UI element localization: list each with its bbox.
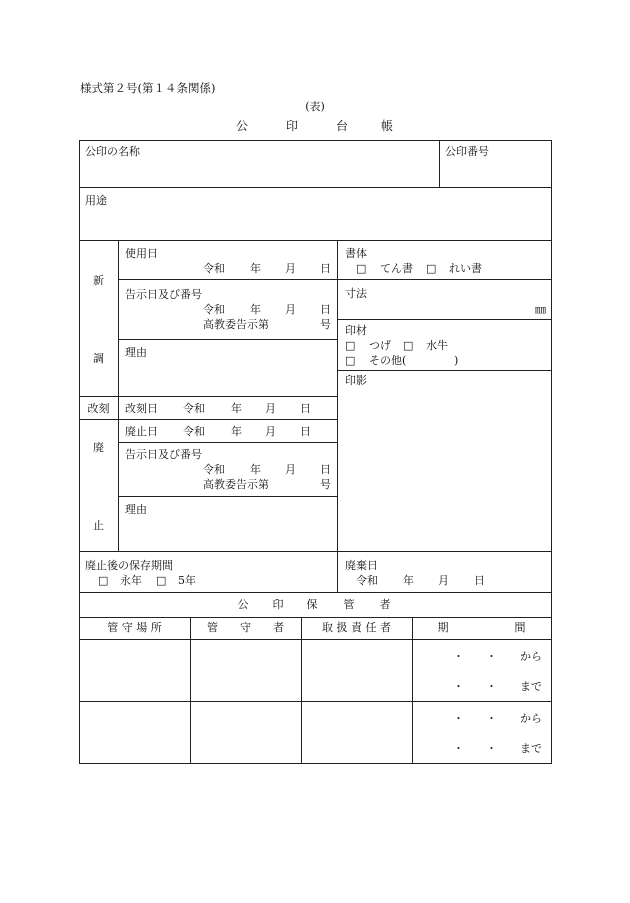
day-label: 日 xyxy=(300,425,311,438)
period-from: から xyxy=(520,650,542,663)
month-label: 月 xyxy=(438,574,449,587)
checkbox[interactable]: □ xyxy=(156,574,167,587)
col-divider xyxy=(337,240,338,592)
period-dot: ・ xyxy=(453,742,464,755)
year-label: 年 xyxy=(250,262,261,275)
custody-title-char: 者 xyxy=(379,598,391,611)
disposal-label: 廃棄日 xyxy=(345,559,378,572)
checkbox[interactable]: □ xyxy=(345,354,356,367)
option-label: れい書 xyxy=(449,262,482,275)
row-divider xyxy=(118,339,337,340)
shinchou-char: 新 xyxy=(93,274,104,287)
header-custodian: 管 守 者 xyxy=(207,621,284,634)
typeface-label: 書体 xyxy=(345,247,367,260)
day-label: 日 xyxy=(320,463,331,476)
month-label: 月 xyxy=(285,303,296,316)
option-close: ) xyxy=(454,354,459,367)
side-label: (表) xyxy=(305,100,325,113)
row-divider xyxy=(79,701,552,702)
table-border xyxy=(551,140,552,763)
row-divider xyxy=(337,319,552,320)
notice-number-prefix: 高教委告示第 xyxy=(203,318,269,331)
checkbox[interactable]: □ xyxy=(426,262,437,275)
year-label: 年 xyxy=(403,574,414,587)
notice-number-suffix: 号 xyxy=(320,318,331,331)
form-number: 様式第２号(第１４条関係) xyxy=(80,81,216,95)
notice-number-suffix: 号 xyxy=(320,478,331,491)
table-border xyxy=(79,140,552,141)
seal-number-label: 公印番号 xyxy=(445,145,489,158)
material-label: 印材 xyxy=(345,324,367,337)
table-border xyxy=(79,763,552,764)
custody-title-char: 公 xyxy=(237,598,249,611)
row-divider xyxy=(79,639,552,640)
row-divider xyxy=(118,442,337,443)
period-dot: ・ xyxy=(486,742,497,755)
option-label: 永年 xyxy=(120,574,142,587)
option-label: てん書 xyxy=(380,262,413,275)
row-divider xyxy=(79,617,552,618)
era-label: 令和 xyxy=(183,425,205,438)
year-label: 年 xyxy=(231,402,242,415)
notice-number-prefix: 高教委告示第 xyxy=(203,478,269,491)
row-divider xyxy=(79,419,337,420)
period-dot: ・ xyxy=(453,712,464,725)
recarve-date-label: 改刻日 xyxy=(125,402,158,415)
seal-name-label: 公印の名称 xyxy=(85,145,140,158)
haishi-char: 廃 xyxy=(93,441,104,454)
abolish-date-label: 廃止日 xyxy=(125,425,158,438)
row-divider xyxy=(79,187,552,188)
kaikoku-label: 改刻 xyxy=(87,402,110,415)
day-label: 日 xyxy=(474,574,485,587)
era-label: 令和 xyxy=(203,262,225,275)
custody-title-char: 管 xyxy=(343,598,355,611)
col-divider xyxy=(301,617,302,763)
row-divider xyxy=(79,396,337,397)
col-divider xyxy=(412,617,413,763)
period-to: まで xyxy=(520,680,542,693)
row-divider xyxy=(337,279,552,280)
title-char: 台 xyxy=(335,119,348,133)
era-label: 令和 xyxy=(183,402,205,415)
period-dot: ・ xyxy=(486,680,497,693)
period-dot: ・ xyxy=(486,712,497,725)
title-char: 公 xyxy=(235,119,248,133)
era-label: 令和 xyxy=(203,303,225,316)
size-unit: ㎜ xyxy=(535,303,546,316)
period-dot: ・ xyxy=(486,650,497,663)
month-label: 月 xyxy=(285,262,296,275)
option-label: 5年 xyxy=(178,574,196,587)
row-divider xyxy=(118,496,337,497)
checkbox[interactable]: □ xyxy=(356,262,367,275)
header-period: 期 間 xyxy=(437,621,526,634)
era-label: 令和 xyxy=(356,574,378,587)
size-label: 寸法 xyxy=(345,287,367,300)
header-location: 管 守 場 所 xyxy=(107,621,162,634)
period-dot: ・ xyxy=(453,650,464,663)
option-label: つげ xyxy=(369,339,391,352)
title-char: 印 xyxy=(285,119,298,133)
retention-label: 廃止後の保存期間 xyxy=(85,559,173,572)
shinchou-char: 調 xyxy=(93,352,104,365)
checkbox[interactable]: □ xyxy=(345,339,356,352)
month-label: 月 xyxy=(265,402,276,415)
option-label: その他( xyxy=(369,354,407,367)
day-label: 日 xyxy=(320,262,331,275)
day-label: 日 xyxy=(320,303,331,316)
period-to: まで xyxy=(520,742,542,755)
reason-label: 理由 xyxy=(125,503,147,516)
use-date-label: 使用日 xyxy=(125,247,158,260)
haishi-char: 止 xyxy=(93,519,104,532)
title-char: 帳 xyxy=(380,119,393,133)
col-divider xyxy=(190,617,191,763)
month-label: 月 xyxy=(265,425,276,438)
impression-label: 印影 xyxy=(345,374,367,387)
day-label: 日 xyxy=(300,402,311,415)
row-divider xyxy=(337,370,552,371)
year-label: 年 xyxy=(250,463,261,476)
row-divider xyxy=(79,592,552,593)
reason-label: 理由 xyxy=(125,346,147,359)
notice-label: 告示日及び番号 xyxy=(125,448,202,461)
header-officer: 取 扱 責 任 者 xyxy=(322,621,391,634)
month-label: 月 xyxy=(285,463,296,476)
custody-title-char: 保 xyxy=(306,598,318,611)
checkbox[interactable]: □ xyxy=(403,339,414,352)
period-from: から xyxy=(520,712,542,725)
row-divider xyxy=(118,279,337,280)
option-label: 水牛 xyxy=(426,339,448,352)
year-label: 年 xyxy=(231,425,242,438)
custody-title-char: 印 xyxy=(272,598,284,611)
notice-label: 告示日及び番号 xyxy=(125,288,202,301)
row-divider xyxy=(79,551,552,552)
row-divider xyxy=(79,240,552,241)
col-divider xyxy=(439,140,440,187)
era-label: 令和 xyxy=(203,463,225,476)
period-dot: ・ xyxy=(453,680,464,693)
usage-label: 用途 xyxy=(85,194,107,207)
year-label: 年 xyxy=(250,303,261,316)
checkbox[interactable]: □ xyxy=(98,574,109,587)
